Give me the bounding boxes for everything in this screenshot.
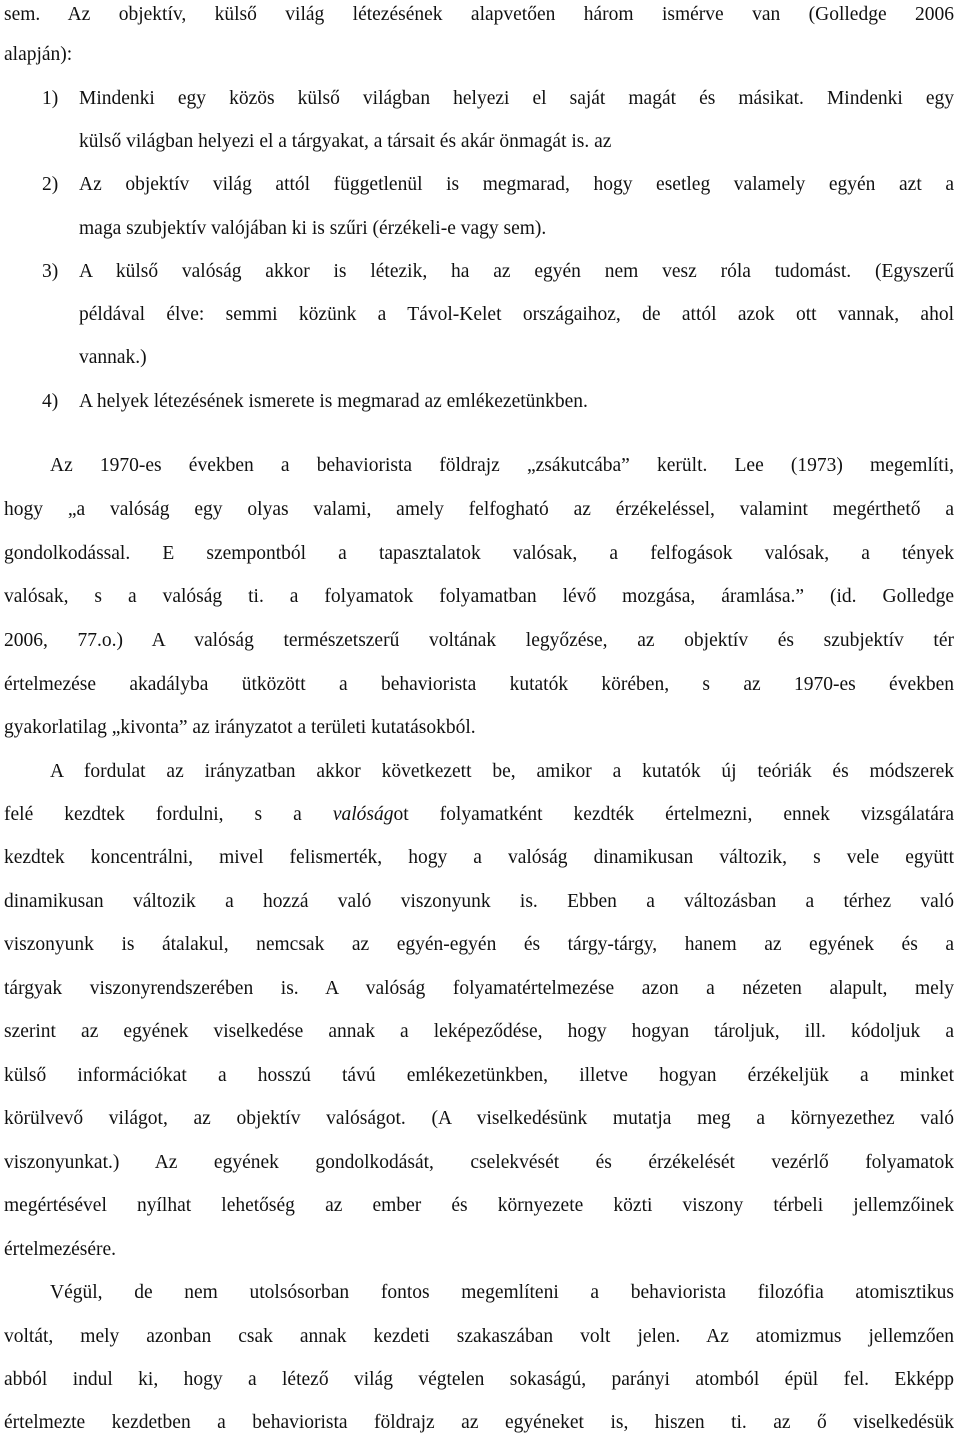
paragraph-line: valósak, s a valóság ti. a folyamatok folyamatban lévő mozgása, áramlása.” (id. Golledge — [4, 586, 954, 607]
paragraph-line: 2006, 77.o.) A valóság természetszerű voltának legyőzése, az objektív és szubjektív tér — [4, 630, 954, 651]
paragraph-line: értelmezésére. — [4, 1239, 117, 1260]
list-line: Az objektív világ attól függetlenül is megmarad, hogy esetleg valamely egyén azt a — [79, 174, 954, 195]
paragraph-line: Az 1970-es években a behaviorista földrajz „zsákutcába” került. Lee (1973) megemlíti, — [50, 455, 954, 476]
paragraph-line: dinamikusan változik a hozzá való viszonyunk is. Ebben a változásban a térhez való — [4, 891, 954, 912]
paragraph-line: viszonyunkat.) Az egyének gondolkodását, cselekvését és érzékelését vezérlő folyamatok — [4, 1152, 954, 1173]
list-line: vannak.) — [79, 347, 147, 368]
paragraph-line: hogy „a valóság egy olyas valami, amely felfogható az érzékeléssel, valamint megérthető a — [4, 499, 954, 520]
paragraph-line: voltát, mely azonban csak annak kezdeti szakaszában volt jelen. Az atomizmus jellemzően — [4, 1326, 954, 1347]
list-number: 1) — [42, 88, 59, 109]
italic-term: valóság — [332, 804, 394, 825]
paragraph-line: A fordulat az irányzatban akkor következett be, amikor a kutatók új teóriák és módszerek — [50, 761, 954, 782]
paragraph-line: gondolkodással. E szempontból a tapasztalatok valósak, a felfogások valósak, a tények — [4, 543, 954, 564]
list-number: 2) — [42, 174, 59, 195]
list-line: A helyek létezésének ismerete is megmarad az emlékezetünkben. — [79, 391, 588, 412]
paragraph-line: viszonyunk is átalakul, nemcsak az egyén-egyén és tárgy-tárgy, hanem az egyének és a — [4, 934, 954, 955]
paragraph-text: felé kezdtek fordulni, s a — [4, 804, 333, 825]
list-line: maga szubjektív valójában ki is szűri (érzékeli-e vagy sem). — [79, 218, 547, 239]
paragraph-line: Végül, de nem utolsósorban fontos megemlíteni a behaviorista filozófia atomisztikus — [50, 1282, 954, 1303]
paragraph-line: kezdtek koncentrálni, mivel felismerték, hogy a valóság dinamikusan változik, s vele együtt — [4, 847, 954, 868]
list-line: Mindenki egy közös külső világban helyezi el saját magát és másikat. Mindenki egy — [79, 88, 954, 109]
list-number: 4) — [42, 391, 59, 412]
intro-line: sem. Az objektív, külső világ létezésének alapvetően három ismérve van (Golledge 2006 — [4, 4, 954, 25]
list-line: A külső valóság akkor is létezik, ha az egyén nem vesz róla tudomást. (Egyszerű — [79, 261, 954, 282]
intro-line: alapján): — [4, 44, 73, 65]
list-line: példával élve: semmi közünk a Távol-Kelet országaihoz, de attól azok ott vannak, ahol — [79, 304, 954, 325]
paragraph-line: értelmezése akadályba ütközött a behaviorista kutatók körében, s az 1970-es években — [4, 674, 954, 695]
list-line: külső világban helyezi el a tárgyakat, a társait és akár önmagát is. az — [79, 131, 612, 152]
paragraph-line: abból indul ki, hogy a létező világ végtelen sokaságú, parányi atomból épül fel. Ekképp — [4, 1369, 954, 1390]
list-number: 3) — [42, 261, 59, 282]
paragraph-line: gyakorlatilag „kivonta” az irányzatot a területi kutatásokból. — [4, 717, 476, 738]
paragraph-line: szerint az egyének viselkedése annak a leképeződése, hogy hogyan tároljuk, ill. kódoljuk a — [4, 1021, 954, 1042]
paragraph-line: megértésével nyílhat lehetőség az ember és környezete közti viszony térbeli jellemzőinek — [4, 1195, 954, 1216]
paragraph-line: külső információkat a hosszú távú emlékezetünkben, illetve hogyan érzékeljük a minket — [4, 1065, 954, 1086]
paragraph-line: körülvevő világot, az objektív valóságot. (A viselkedésünk mutatja meg a környezethez való — [4, 1108, 954, 1129]
paragraph-text: ot folyamatként kezdték értelmezni, ennek vizsgálatára — [393, 804, 955, 825]
paragraph-line — [4, 800, 954, 830]
paragraph-line: tárgyak viszonyrendszerében is. A valóság folyamatértelmezése azon a nézeten alapult, mely — [4, 978, 954, 999]
paragraph-line: értelmezte kezdetben a behaviorista földrajz az egyéneket is, hiszen ti. az ő viselkedésük — [4, 1412, 954, 1433]
